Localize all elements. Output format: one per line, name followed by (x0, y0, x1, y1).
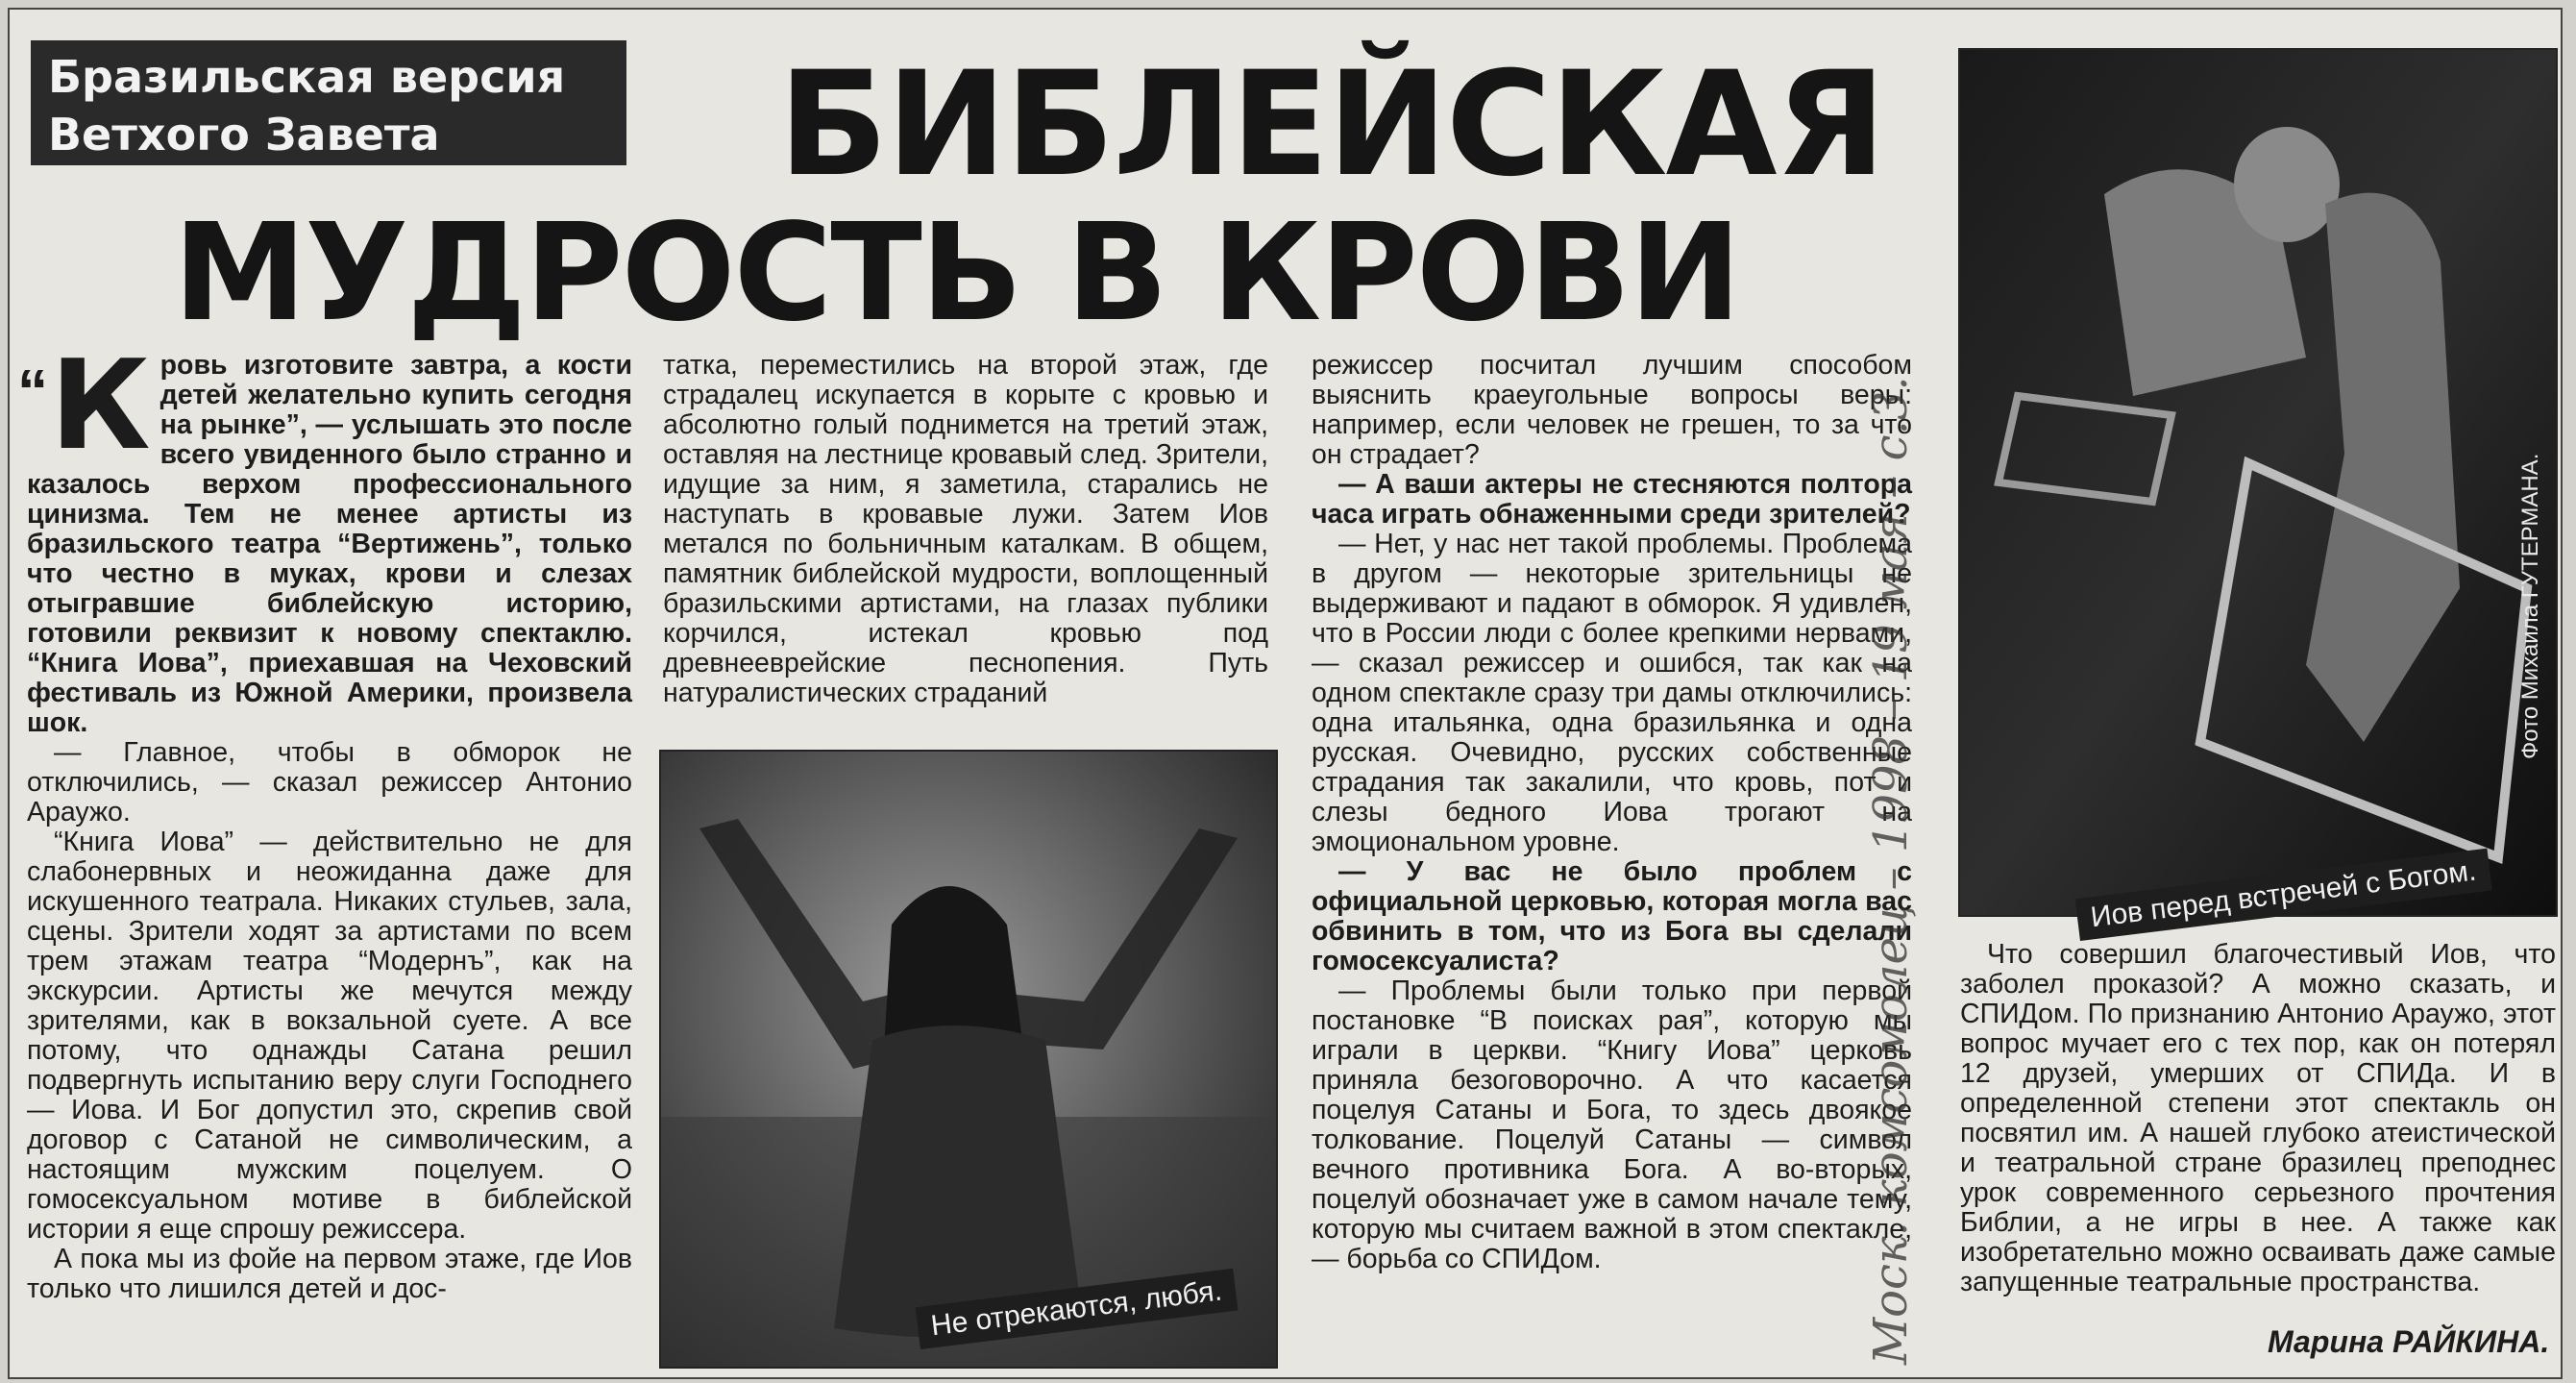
paragraph: режиссер посчитал лучшим способом выяснить краеугольные вопросы веры: например, если человек не грешен, то за что он страдает? (1312, 350, 1912, 470)
rubric-line-2: Ветхого Завета (48, 109, 440, 161)
paragraph: Что совершил благочестивый Иов, что заболел проказой? А можно сказать, и СПИДом. По признанию Антонио Араужо, этот вопрос мучает его с тех пор, как он потерял 12 друзей, умерших от СПИДа. И в определенной степени этот спектакль он посвятил им. А нашей глубоко атеистической и театральной стране бразилец преподнес урок современного серьезного прочтения Библии, а не игры в нее. А также как изобретательно можно осваивать даже самые запущенные театральные пространства. (1960, 939, 2556, 1297)
section-rubric (31, 40, 626, 165)
headline-line-2: МУДРОСТЬ В КРОВИ (173, 195, 1740, 352)
handwritten-note: Моск. комсомолец – 1998 – 19 мая – с.3. (1864, 376, 1918, 1365)
rubric-line-1: Бразильская версия (48, 51, 566, 103)
paragraph: “Книга Иова” — действительно не для слабонервных и неожиданна даже для искушенного театрала. Никаких стульев, зала, сцены. Зрители ходят за артистами по всем трем этажам театра “Модернъ”, как на экскурсии. Артисты же мечутся между зрителями, как в вокзальной суете. А все потому, что однажды Сатана решил подвергнуть испытанию веру слуги Господнего — Иова. И Бог допустил это, скрепив свой договор с Сатаной не символическим, а настоящим мужским поцелуем. О гомосексуальном мотиве в библейской истории я еще спрошу режиссера. (27, 827, 632, 1245)
drop-cap: К (50, 334, 151, 478)
headline-line-1: БИБЛЕЙСКАЯ (778, 41, 1885, 209)
interview-question: — У вас не было проблем с официальной церковью, которая могла вас обвинить в том, что из Бога вы сделали гомосексуалиста? (1312, 856, 1912, 976)
paragraph: — Главное, чтобы в обморок не отключились, — сказал режиссер Антонио Араужо. (27, 737, 632, 827)
interview-question: — А ваши актеры не стесняются полтора часа играть обнаженными среди зрителей? (1312, 469, 1912, 530)
lead-text: ровь изготовите завтра, а кости детей желательно купить сегодня на рынке”, — услышать это после всего увиденного было странно и казалось верхом профессионального цинизма. Тем не менее артисты из бразильского театра “Вертижень”, только что честно в муках, крови и слезах отыгравшие библейскую историю, готовили реквизит к новому спектаклю. “Книга Иова”, приехавшая на Чеховский фестиваль из Южной Америки, произвела шок. (27, 350, 632, 738)
photo-job-caption: Иов перед встречей с Богом. (2075, 849, 2492, 941)
author-byline: Марина РАЙКИНА. (2268, 1324, 2550, 1359)
paragraph: А пока мы из фойе на первом этаже, где Иов только что лишился детей и дос- (27, 1244, 632, 1304)
photo-job-credit: Фото Михаила ГУТЕРМАНА. (2517, 453, 2543, 759)
photo-job (1958, 48, 2558, 917)
article-column-2 (663, 351, 1268, 735)
photo-job-image (1960, 50, 2556, 915)
photo-actress-caption: Не отрекаются, любя. (916, 1269, 1238, 1349)
lead-paragraph (17, 334, 632, 738)
interview-answer: — Нет, у нас нет такой проблемы. Проблема в другом — некоторые зрительницы не выдерживают и падают в обморок. Я удивлен, что в России люди с более крепкими нервами, — сказал режиссер и ошибся, так как на одном спектакле сразу три дамы отключились: одна итальянка, одна бразильянка и одна русская. Очевидно, русских собственные страдания так закалили, что кровь, пот и слезы бедного Иова трогают на эмоциональном уровне. (1312, 529, 1912, 857)
opening-quote-mark: “ (17, 357, 48, 426)
article-column-4 (1960, 940, 2556, 1324)
interview-answer: — Проблемы были только при первой постановке “В поисках рая”, которую мы играли в церкви. “Книгу Иова” церковь приняла безоговорочно. А что касается поцелуя Сатаны и Бога, то здесь двоякое толкование. Поцелуй Сатаны — символ вечного противника Бога. А во-вторых, поцелуй обозначает уже в самом начале тему, которую мы считаем важной в этом спектакле, — борьба со СПИДом. (1312, 976, 1912, 1274)
paragraph: татка, переместились на второй этаж, где страдалец искупается в корыте с кровью и абсолютно голый поднимется на третий этаж, оставляя на лестнице кровавый след. Зрители, идущие за ним, я заметила, старались не наступать в кровавые лужи. Затем Иов метался по больничным каталкам. В общем, памятник библейской мудрости, воплощенный бразильскими артистами, на глазах публики корчился, истекал кровью под древнееврейские песнопения. Путь натуралистических страданий (663, 350, 1268, 708)
newspaper-clipping (8, 8, 2563, 1379)
article-column-3 (1312, 351, 1912, 1370)
article-column-1 (17, 334, 632, 1360)
